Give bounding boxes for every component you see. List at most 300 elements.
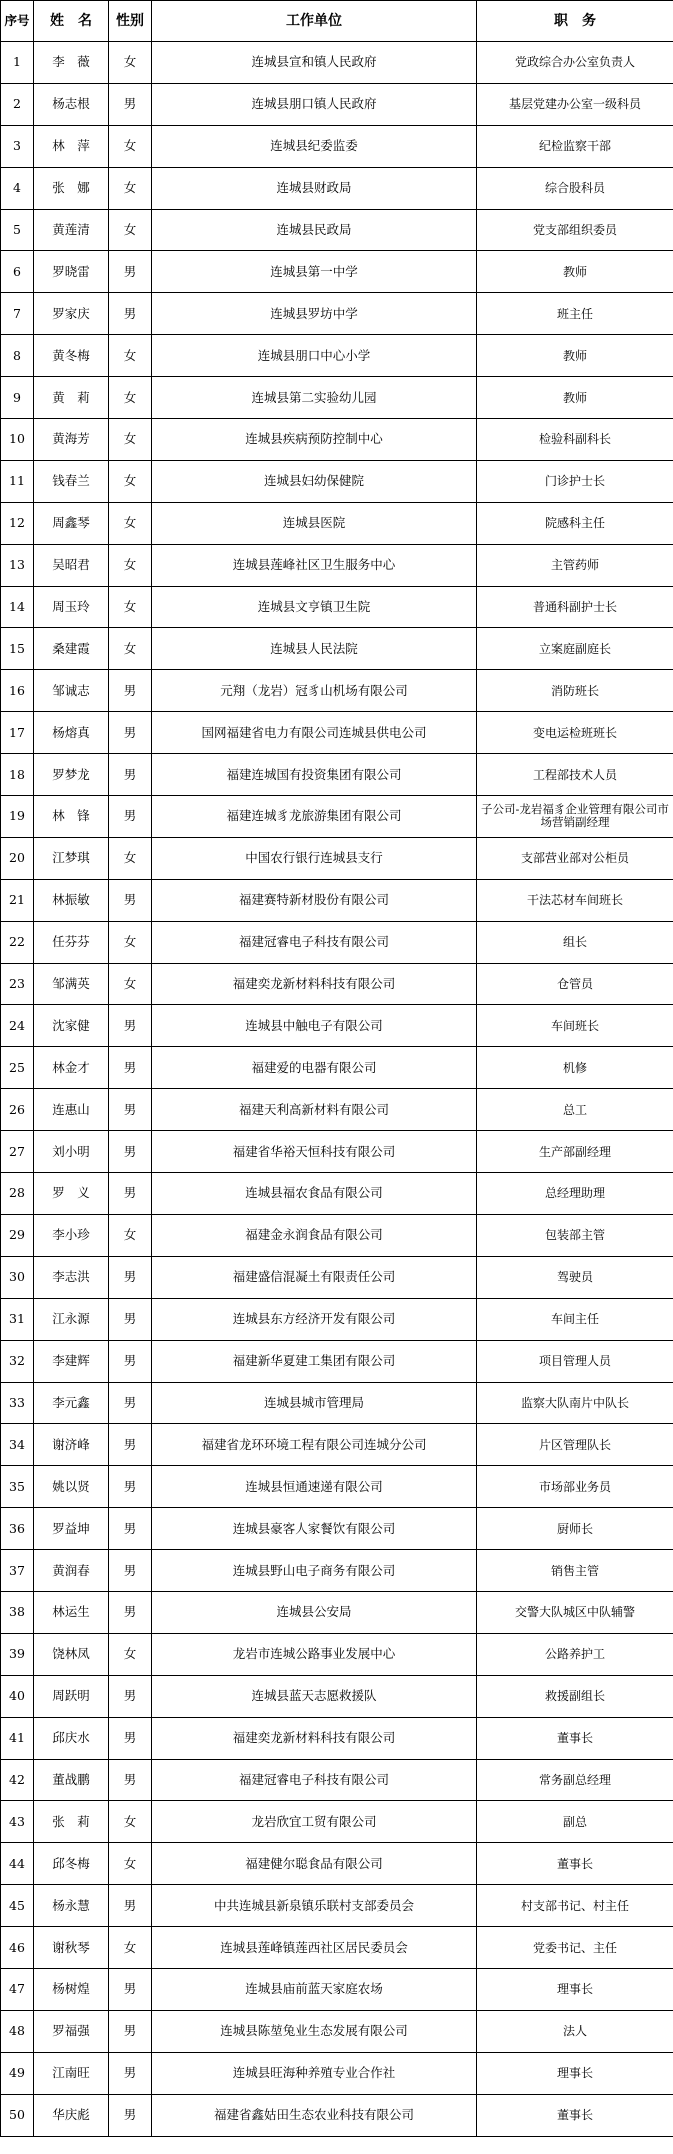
work-unit: 福建冠睿电子科技有限公司 — [152, 921, 477, 963]
gender: 女 — [109, 1214, 152, 1256]
gender: 女 — [109, 377, 152, 419]
table-row — [1, 879, 673, 921]
person-name: 杨志根 — [34, 83, 109, 125]
position: 纪检监察干部 — [477, 125, 673, 167]
person-name: 黄莲清 — [34, 209, 109, 251]
table-row — [1, 1717, 673, 1759]
position: 市场部业务员 — [477, 1466, 673, 1508]
gender: 男 — [109, 251, 152, 293]
work-unit: 连城县疾病预防控制中心 — [152, 419, 477, 461]
work-unit: 龙岩欣宜工贸有限公司 — [152, 1801, 477, 1843]
person-name: 周跃明 — [34, 1675, 109, 1717]
work-unit: 福建连城国有投资集团有限公司 — [152, 754, 477, 796]
position: 变电运检班班长 — [477, 712, 673, 754]
position: 检验科副科长 — [477, 419, 673, 461]
position: 项目管理人员 — [477, 1340, 673, 1382]
gender: 男 — [109, 2094, 152, 2136]
header-row — [1, 1, 673, 42]
person-name: 刘小明 — [34, 1131, 109, 1173]
table-row — [1, 1550, 673, 1592]
position: 公路养护工 — [477, 1633, 673, 1675]
table-row — [1, 628, 673, 670]
table-row — [1, 502, 673, 544]
gender: 男 — [109, 1047, 152, 1089]
table-row — [1, 1633, 673, 1675]
gender: 男 — [109, 1508, 152, 1550]
person-name: 罗 义 — [34, 1173, 109, 1215]
position: 交警大队城区中队辅警 — [477, 1591, 673, 1633]
person-name: 董战鹏 — [34, 1759, 109, 1801]
person-name: 邱庆水 — [34, 1717, 109, 1759]
gender: 女 — [109, 167, 152, 209]
row-number: 34 — [1, 1424, 34, 1466]
row-number: 33 — [1, 1382, 34, 1424]
gender: 男 — [109, 1717, 152, 1759]
gender: 女 — [109, 502, 152, 544]
table-row — [1, 460, 673, 502]
table-row — [1, 2010, 673, 2052]
table-row — [1, 1466, 673, 1508]
position: 教师 — [477, 377, 673, 419]
table-row — [1, 1927, 673, 1969]
gender: 男 — [109, 1340, 152, 1382]
person-name: 周鑫琴 — [34, 502, 109, 544]
gender: 男 — [109, 1173, 152, 1215]
row-number: 3 — [1, 125, 34, 167]
work-unit: 元翔（龙岩）冠豸山机场有限公司 — [152, 670, 477, 712]
work-unit: 连城县城市管理局 — [152, 1382, 477, 1424]
table-row — [1, 712, 673, 754]
row-number: 46 — [1, 1927, 34, 1969]
row-number: 42 — [1, 1759, 34, 1801]
person-name: 张 莉 — [34, 1801, 109, 1843]
table-row — [1, 83, 673, 125]
work-unit: 连城县医院 — [152, 502, 477, 544]
work-unit: 连城县妇幼保健院 — [152, 460, 477, 502]
gender: 女 — [109, 1927, 152, 1969]
position: 村支部书记、村主任 — [477, 1885, 673, 1927]
table-row — [1, 1173, 673, 1215]
person-name: 沈家健 — [34, 1005, 109, 1047]
person-name: 邹满英 — [34, 963, 109, 1005]
row-number: 26 — [1, 1089, 34, 1131]
person-name: 黄 莉 — [34, 377, 109, 419]
person-name: 黄海芳 — [34, 419, 109, 461]
table-row — [1, 251, 673, 293]
position: 救援副组长 — [477, 1675, 673, 1717]
row-number: 30 — [1, 1256, 34, 1298]
position: 理事长 — [477, 1968, 673, 2010]
person-name: 林振敏 — [34, 879, 109, 921]
work-unit: 福建新华夏建工集团有限公司 — [152, 1340, 477, 1382]
person-name: 姚以贤 — [34, 1466, 109, 1508]
gender: 女 — [109, 586, 152, 628]
person-name: 罗晓雷 — [34, 251, 109, 293]
work-unit: 福建金永润食品有限公司 — [152, 1214, 477, 1256]
work-unit: 连城县人民法院 — [152, 628, 477, 670]
position: 主管药师 — [477, 544, 673, 586]
table-row — [1, 1675, 673, 1717]
work-unit: 福建奕龙新材料科技有限公司 — [152, 963, 477, 1005]
position: 普通科副护士长 — [477, 586, 673, 628]
row-number: 24 — [1, 1005, 34, 1047]
person-name: 任芬芬 — [34, 921, 109, 963]
row-number: 28 — [1, 1173, 34, 1215]
person-name: 连惠山 — [34, 1089, 109, 1131]
person-name: 林 萍 — [34, 125, 109, 167]
position: 综合股科员 — [477, 167, 673, 209]
person-name: 林金才 — [34, 1047, 109, 1089]
row-number: 20 — [1, 837, 34, 879]
work-unit: 福建省龙环环境工程有限公司连城分公司 — [152, 1424, 477, 1466]
row-number: 17 — [1, 712, 34, 754]
row-number: 43 — [1, 1801, 34, 1843]
work-unit: 连城县福农食品有限公司 — [152, 1173, 477, 1215]
gender: 男 — [109, 1005, 152, 1047]
table-row — [1, 670, 673, 712]
table-row — [1, 1047, 673, 1089]
table-row — [1, 1759, 673, 1801]
row-number: 7 — [1, 293, 34, 335]
gender: 男 — [109, 712, 152, 754]
row-number: 1 — [1, 42, 34, 84]
work-unit: 连城县陈堃兔业生态发展有限公司 — [152, 2010, 477, 2052]
row-number: 27 — [1, 1131, 34, 1173]
work-unit: 福建健尔聪食品有限公司 — [152, 1843, 477, 1885]
table-row — [1, 544, 673, 586]
table-row — [1, 1005, 673, 1047]
header-name: 姓 名 — [34, 1, 109, 42]
person-name: 李志洪 — [34, 1256, 109, 1298]
table-row — [1, 1382, 673, 1424]
table-row — [1, 1885, 673, 1927]
gender: 女 — [109, 963, 152, 1005]
position: 党政综合办公室负责人 — [477, 42, 673, 84]
table-row — [1, 419, 673, 461]
table-row — [1, 1843, 673, 1885]
work-unit: 中共连城县新泉镇乐联村支部委员会 — [152, 1885, 477, 1927]
table-row — [1, 921, 673, 963]
position: 驾驶员 — [477, 1256, 673, 1298]
gender: 男 — [109, 1382, 152, 1424]
header-work-unit: 工作单位 — [152, 1, 477, 42]
gender: 男 — [109, 1675, 152, 1717]
gender: 男 — [109, 1968, 152, 2010]
table-row — [1, 837, 673, 879]
gender: 女 — [109, 921, 152, 963]
person-name: 谢济峰 — [34, 1424, 109, 1466]
table-row — [1, 963, 673, 1005]
row-number: 15 — [1, 628, 34, 670]
position: 包装部主管 — [477, 1214, 673, 1256]
table-row — [1, 209, 673, 251]
row-number: 14 — [1, 586, 34, 628]
work-unit: 连城县公安局 — [152, 1591, 477, 1633]
work-unit: 连城县莲峰镇莲西社区居民委员会 — [152, 1927, 477, 1969]
position: 车间主任 — [477, 1298, 673, 1340]
person-name: 江南旺 — [34, 2052, 109, 2094]
work-unit: 国网福建省电力有限公司连城县供电公司 — [152, 712, 477, 754]
row-number: 32 — [1, 1340, 34, 1382]
person-name: 林 锋 — [34, 796, 109, 838]
person-name: 钱春兰 — [34, 460, 109, 502]
gender: 男 — [109, 1885, 152, 1927]
row-number: 25 — [1, 1047, 34, 1089]
position: 基层党建办公室一级科员 — [477, 83, 673, 125]
row-number: 12 — [1, 502, 34, 544]
position: 消防班长 — [477, 670, 673, 712]
row-number: 4 — [1, 167, 34, 209]
position: 监察大队南片中队长 — [477, 1382, 673, 1424]
position: 董事长 — [477, 1717, 673, 1759]
position: 党委书记、主任 — [477, 1927, 673, 1969]
person-name: 谢秋琴 — [34, 1927, 109, 1969]
row-number: 47 — [1, 1968, 34, 2010]
header-position: 职 务 — [477, 1, 673, 42]
work-unit: 中国农行银行连城县支行 — [152, 837, 477, 879]
person-name: 桑建霞 — [34, 628, 109, 670]
position: 生产部副经理 — [477, 1131, 673, 1173]
gender: 男 — [109, 1298, 152, 1340]
work-unit: 连城县恒通速递有限公司 — [152, 1466, 477, 1508]
gender: 男 — [109, 83, 152, 125]
person-name: 黄冬梅 — [34, 335, 109, 377]
position: 干法芯材车间班长 — [477, 879, 673, 921]
work-unit: 福建省鑫姑田生态农业科技有限公司 — [152, 2094, 477, 2136]
row-number: 40 — [1, 1675, 34, 1717]
row-number: 10 — [1, 419, 34, 461]
gender: 男 — [109, 2010, 152, 2052]
work-unit: 连城县第一中学 — [152, 251, 477, 293]
table-row — [1, 2052, 673, 2094]
gender: 男 — [109, 879, 152, 921]
position: 门诊护士长 — [477, 460, 673, 502]
work-unit: 连城县宣和镇人民政府 — [152, 42, 477, 84]
person-name: 张 娜 — [34, 167, 109, 209]
gender: 女 — [109, 1801, 152, 1843]
person-name: 杨树煌 — [34, 1968, 109, 2010]
table-row — [1, 586, 673, 628]
row-number: 29 — [1, 1214, 34, 1256]
position: 院感科主任 — [477, 502, 673, 544]
person-name: 李小珍 — [34, 1214, 109, 1256]
position: 副总 — [477, 1801, 673, 1843]
person-name: 江梦琪 — [34, 837, 109, 879]
row-number: 38 — [1, 1591, 34, 1633]
position: 支部营业部对公柜员 — [477, 837, 673, 879]
row-number: 48 — [1, 2010, 34, 2052]
position: 教师 — [477, 335, 673, 377]
position: 工程部技术人员 — [477, 754, 673, 796]
gender: 男 — [109, 1424, 152, 1466]
position: 子公司-龙岩福豸企业管理有限公司市场营销副经理 — [477, 796, 673, 838]
work-unit: 连城县野山电子商务有限公司 — [152, 1550, 477, 1592]
work-unit: 连城县财政局 — [152, 167, 477, 209]
row-number: 22 — [1, 921, 34, 963]
gender: 女 — [109, 335, 152, 377]
person-name: 李建辉 — [34, 1340, 109, 1382]
gender: 男 — [109, 2052, 152, 2094]
table-row — [1, 1256, 673, 1298]
person-name: 杨熔真 — [34, 712, 109, 754]
table-row — [1, 754, 673, 796]
person-name: 邱冬梅 — [34, 1843, 109, 1885]
table-row — [1, 2094, 673, 2136]
gender: 男 — [109, 293, 152, 335]
gender: 女 — [109, 1633, 152, 1675]
row-number: 11 — [1, 460, 34, 502]
row-number: 23 — [1, 963, 34, 1005]
person-name: 罗梦龙 — [34, 754, 109, 796]
header-number: 序号 — [1, 1, 34, 42]
work-unit: 福建冠睿电子科技有限公司 — [152, 1759, 477, 1801]
position: 总经理助理 — [477, 1173, 673, 1215]
person-name: 李元鑫 — [34, 1382, 109, 1424]
row-number: 41 — [1, 1717, 34, 1759]
gender: 女 — [109, 125, 152, 167]
work-unit: 连城县文亨镇卫生院 — [152, 586, 477, 628]
work-unit: 连城县东方经济开发有限公司 — [152, 1298, 477, 1340]
table-row — [1, 1214, 673, 1256]
table-row — [1, 1424, 673, 1466]
table-row — [1, 167, 673, 209]
position: 组长 — [477, 921, 673, 963]
header-gender: 性别 — [109, 1, 152, 42]
position: 销售主管 — [477, 1550, 673, 1592]
table-row — [1, 1801, 673, 1843]
row-number: 19 — [1, 796, 34, 838]
row-number: 45 — [1, 1885, 34, 1927]
position: 立案庭副庭长 — [477, 628, 673, 670]
person-name: 罗福强 — [34, 2010, 109, 2052]
person-name: 吴昭君 — [34, 544, 109, 586]
work-unit: 福建省华裕天恒科技有限公司 — [152, 1131, 477, 1173]
position: 教师 — [477, 251, 673, 293]
table-row — [1, 1089, 673, 1131]
row-number: 50 — [1, 2094, 34, 2136]
row-number: 31 — [1, 1298, 34, 1340]
work-unit: 福建赛特新材股份有限公司 — [152, 879, 477, 921]
work-unit: 连城县旺海种养殖专业合作社 — [152, 2052, 477, 2094]
gender: 女 — [109, 837, 152, 879]
row-number: 8 — [1, 335, 34, 377]
position: 仓管员 — [477, 963, 673, 1005]
row-number: 16 — [1, 670, 34, 712]
person-name: 周玉玲 — [34, 586, 109, 628]
person-name: 李 薇 — [34, 42, 109, 84]
gender: 男 — [109, 1089, 152, 1131]
person-name: 杨永慧 — [34, 1885, 109, 1927]
work-unit: 龙岩市连城公路事业发展中心 — [152, 1633, 477, 1675]
table-row — [1, 335, 673, 377]
table-row — [1, 796, 673, 838]
position: 车间班长 — [477, 1005, 673, 1047]
work-unit: 连城县莲峰社区卫生服务中心 — [152, 544, 477, 586]
position: 法人 — [477, 2010, 673, 2052]
person-name: 华庆彪 — [34, 2094, 109, 2136]
position: 常务副总经理 — [477, 1759, 673, 1801]
table-body — [1, 42, 673, 2137]
gender: 男 — [109, 1256, 152, 1298]
position: 厨师长 — [477, 1508, 673, 1550]
work-unit: 连城县庙前蓝天家庭农场 — [152, 1968, 477, 2010]
work-unit: 福建天利高新材料有限公司 — [152, 1089, 477, 1131]
row-number: 18 — [1, 754, 34, 796]
row-number: 44 — [1, 1843, 34, 1885]
work-unit: 福建盛信混凝土有限责任公司 — [152, 1256, 477, 1298]
position: 机修 — [477, 1047, 673, 1089]
row-number: 6 — [1, 251, 34, 293]
position: 班主任 — [477, 293, 673, 335]
gender: 男 — [109, 1131, 152, 1173]
row-number: 37 — [1, 1550, 34, 1592]
gender: 男 — [109, 1591, 152, 1633]
person-name: 黄润春 — [34, 1550, 109, 1592]
person-name: 饶林凤 — [34, 1633, 109, 1675]
person-name: 罗家庆 — [34, 293, 109, 335]
position: 总工 — [477, 1089, 673, 1131]
position: 理事长 — [477, 2052, 673, 2094]
gender: 女 — [109, 209, 152, 251]
work-unit: 连城县纪委监委 — [152, 125, 477, 167]
table-row — [1, 377, 673, 419]
row-number: 39 — [1, 1633, 34, 1675]
gender: 男 — [109, 1759, 152, 1801]
person-name: 林运生 — [34, 1591, 109, 1633]
gender: 男 — [109, 670, 152, 712]
gender: 女 — [109, 419, 152, 461]
gender: 女 — [109, 460, 152, 502]
table-row — [1, 1508, 673, 1550]
table-row — [1, 1340, 673, 1382]
gender: 男 — [109, 1466, 152, 1508]
person-name: 邹诚志 — [34, 670, 109, 712]
work-unit: 福建连城豸龙旅游集团有限公司 — [152, 796, 477, 838]
work-unit: 连城县第二实验幼儿园 — [152, 377, 477, 419]
row-number: 49 — [1, 2052, 34, 2094]
table-row — [1, 42, 673, 84]
gender: 男 — [109, 796, 152, 838]
position: 党支部组织委员 — [477, 209, 673, 251]
gender: 女 — [109, 1843, 152, 1885]
gender: 女 — [109, 42, 152, 84]
person-name: 江永源 — [34, 1298, 109, 1340]
work-unit: 连城县蓝天志愿救援队 — [152, 1675, 477, 1717]
position: 董事长 — [477, 2094, 673, 2136]
row-number: 5 — [1, 209, 34, 251]
position: 董事长 — [477, 1843, 673, 1885]
row-number: 13 — [1, 544, 34, 586]
person-name: 罗益坤 — [34, 1508, 109, 1550]
gender: 男 — [109, 754, 152, 796]
work-unit: 连城县民政局 — [152, 209, 477, 251]
work-unit: 连城县中触电子有限公司 — [152, 1005, 477, 1047]
row-number: 35 — [1, 1466, 34, 1508]
table-row — [1, 1298, 673, 1340]
table-row — [1, 293, 673, 335]
row-number: 2 — [1, 83, 34, 125]
row-number: 36 — [1, 1508, 34, 1550]
table-row — [1, 125, 673, 167]
work-unit: 福建爱的电器有限公司 — [152, 1047, 477, 1089]
table-row — [1, 1968, 673, 2010]
row-number: 21 — [1, 879, 34, 921]
work-unit: 福建奕龙新材料科技有限公司 — [152, 1717, 477, 1759]
gender: 女 — [109, 628, 152, 670]
table-row — [1, 1591, 673, 1633]
row-number: 9 — [1, 377, 34, 419]
work-unit: 连城县朋口中心小学 — [152, 335, 477, 377]
